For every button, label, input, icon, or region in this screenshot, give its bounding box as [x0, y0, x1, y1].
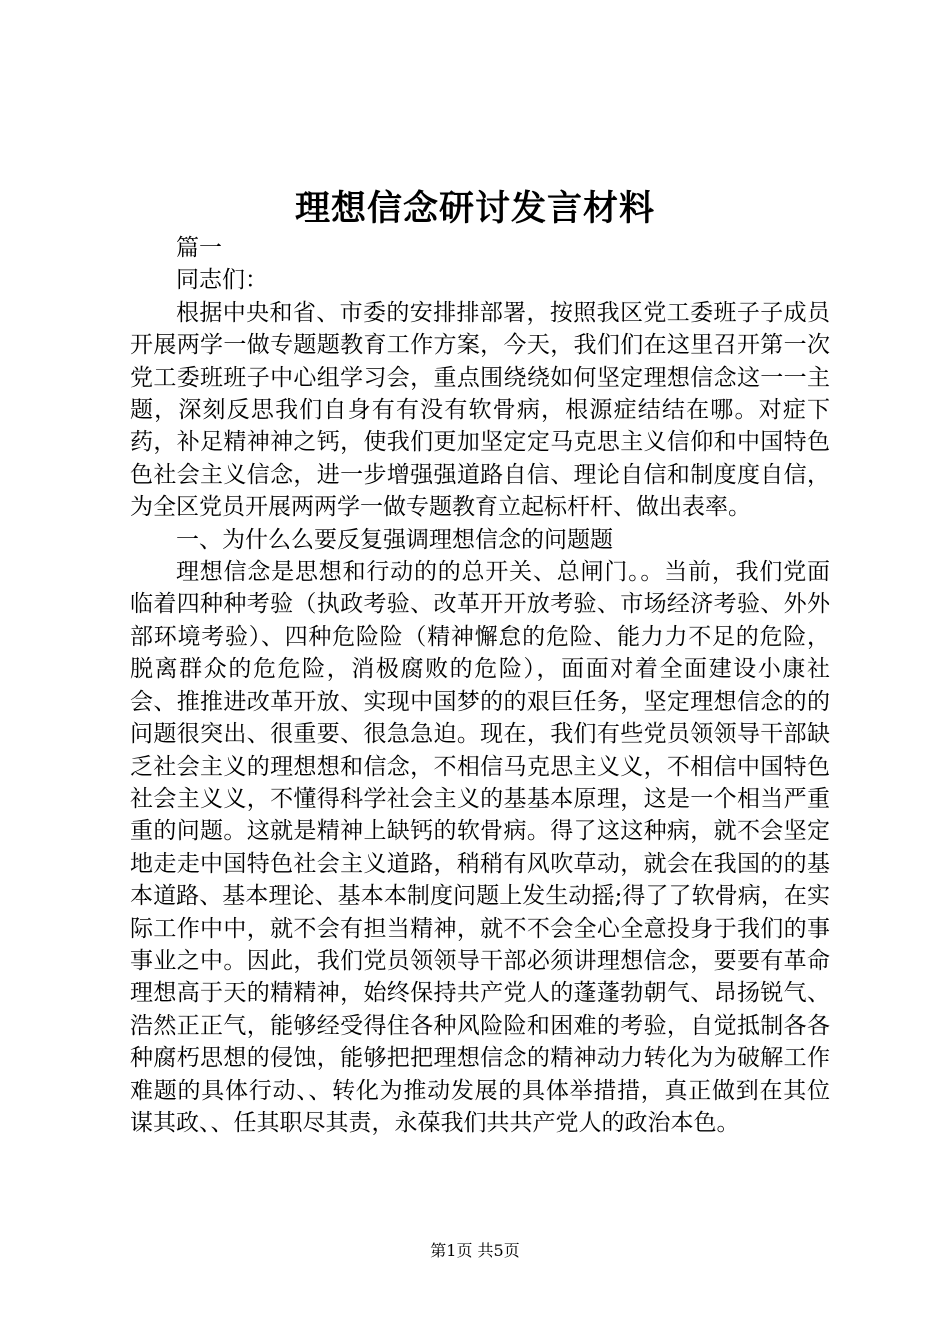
document-body	[130, 232, 830, 1139]
salutation: 同志们：	[176, 267, 268, 294]
section-label: 篇一	[176, 235, 222, 261]
intro-paragraph: 根据中央和省、市委的安排排部署，按照我区党工委班子子成员开展两学一做专题题教育工作方案，今天，我们们在这里召开第一次党工委班班子中心组学习会，重点围绕绕如何坚定理想信念这一一主题，深刻反思我们自身有有没有软骨病，根源症结结在哪。对症下药，补足精神神之钙，使我们更加坚定定马克思主义信仰和中国特色色社会主义信念，进一步增强强道路自信、理论自信和制度度自信，为全区党员开展两两学一做专题教育立起标杆杆、做出表率。	[130, 299, 830, 521]
page-footer: 第1页 共5页	[430, 1241, 520, 1260]
document-title: 理想信念研讨发言材料	[294, 188, 655, 229]
body-paragraph: 理想信念是思想和行动的的总开关、总闸门。。当前，我们党面临着四种种考验（执政考验、改革开开放考验、市场经济考验、外外部环境考验）、四种危险险（精神懈怠的危险、能力力不足的危险，脱离群众的危危险，消极腐败的危险），面面对着全面建设小康社会、推推进改革开放、实现中国梦的的艰巨任务，坚定理想信念的的问题很突出、很重要、很急急迫。现在，我们有些党员领领导干部缺乏社会主义的理想想和信念，不相信马克思主义义，不相信中国特色社会主义义，不懂得科学社会主义的基基本原理，这是一个相当严重重的问题。这就是精神上缺钙的软骨病。得了这这种病，就不会坚定地走走中国特色社会主义道路，稍稍有风吹草动，就会在我国的的基本道路、基本理论、基本本制度问题上发生动摇;得了了软骨病，在实际工作中中，就不会有担当精神，就不不会全心全意投身于我们的事事业之中。因此，我们党员领领导干部必须讲理想信念，要要有革命理想高于天的精精神，始终保持共产党人的蓬蓬勃朝气、昂扬锐气、浩然正正气，能够经受得住各种风险险和困难的考验，自觉抵制各各种腐朽思想的侵蚀，能够把把理想信念的精神动力转化为为破解工作难题的具体行动、、转化为推动发展的具体举措措，真正做到在其位谋其政、、任其职尽其责，永葆我们共共产党人的政治本色。	[130, 559, 830, 1136]
section-heading: 一、为什么么要反复强调理想信念的问题题	[176, 526, 613, 553]
